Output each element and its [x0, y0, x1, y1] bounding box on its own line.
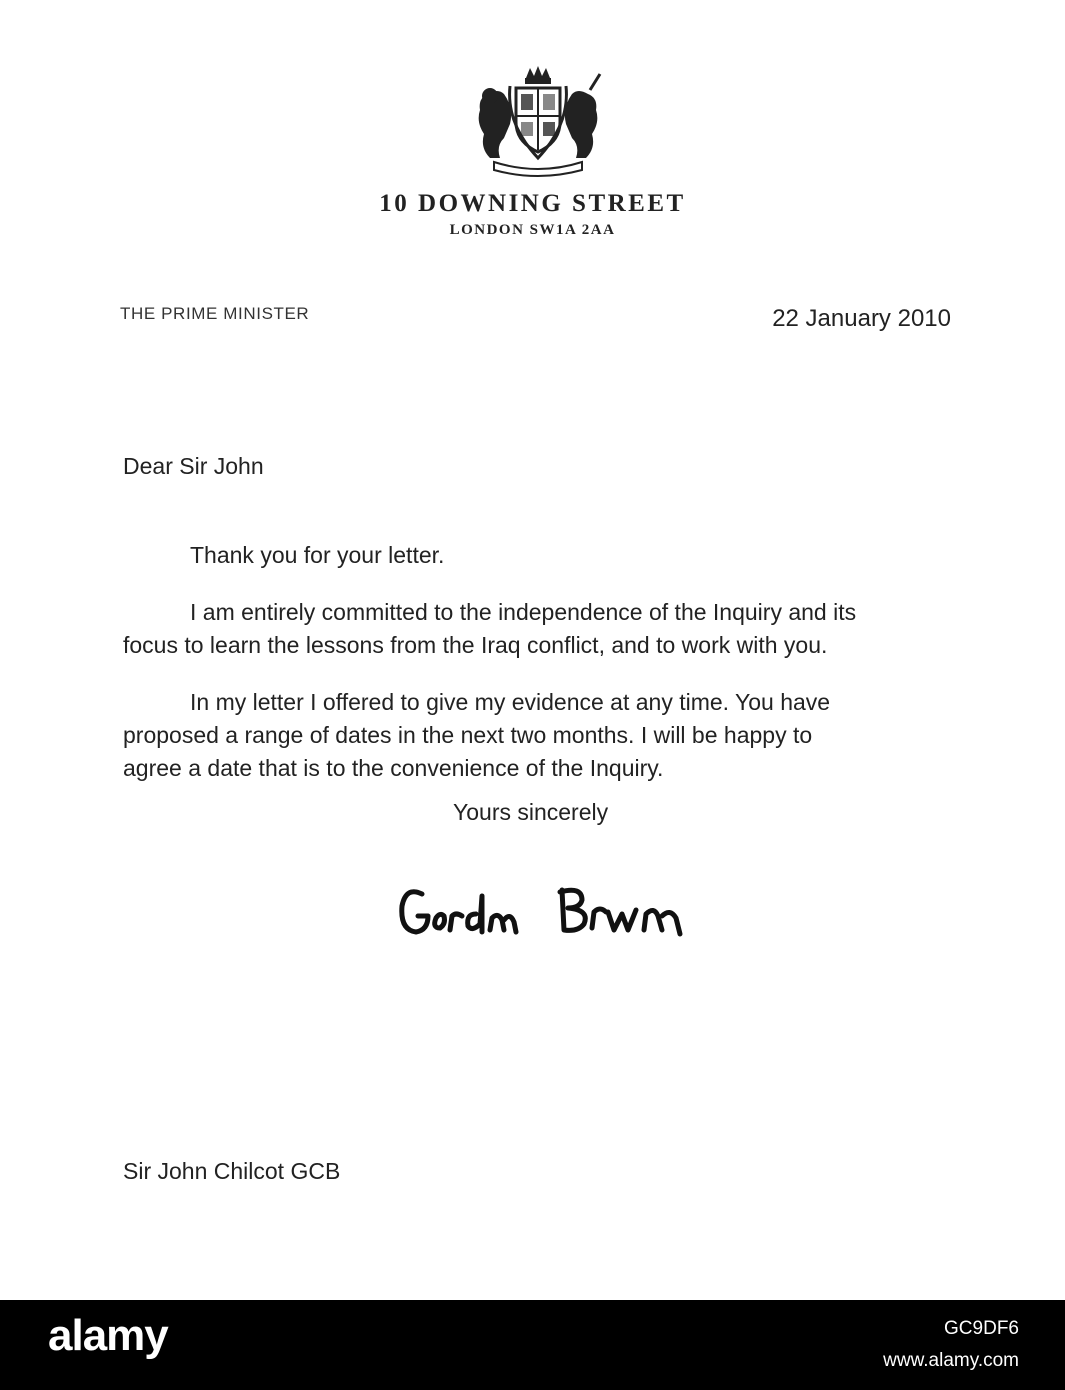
- closing: Yours sincerely: [453, 799, 609, 825]
- stock-reference: GC9DF6: [944, 1318, 1019, 1339]
- letterhead-address-line-2: LONDON SW1A 2AA: [449, 222, 616, 238]
- letterhead-address-line-1: 10 DOWNING STREET: [379, 190, 686, 217]
- sender-title: THE PRIME MINISTER: [120, 304, 310, 323]
- paragraph-1: Thank you for your letter.: [190, 542, 445, 568]
- royal-coat-of-arms-icon: [470, 64, 606, 180]
- paragraph-2: I am entirely committed to the independence of the Inquiry and its focus to learn the lessons from the Iraq conflict, and to work with you.: [123, 599, 857, 658]
- watermark-footer: [0, 1300, 1065, 1390]
- recipient: Sir John Chilcot GCB: [123, 1158, 341, 1184]
- alamy-logo: alamy: [48, 1311, 168, 1360]
- handwritten-signature: [392, 872, 692, 956]
- letter-date: 22 January 2010: [772, 305, 951, 332]
- site-url: www.alamy.com: [883, 1350, 1019, 1371]
- paragraph-3: In my letter I offered to give my evidence at any time. You have proposed a range of dates in the next two months. I will be happy to agree a date that is to the convenience of the Inquiry.: [123, 689, 831, 781]
- salutation: Dear Sir John: [123, 453, 264, 479]
